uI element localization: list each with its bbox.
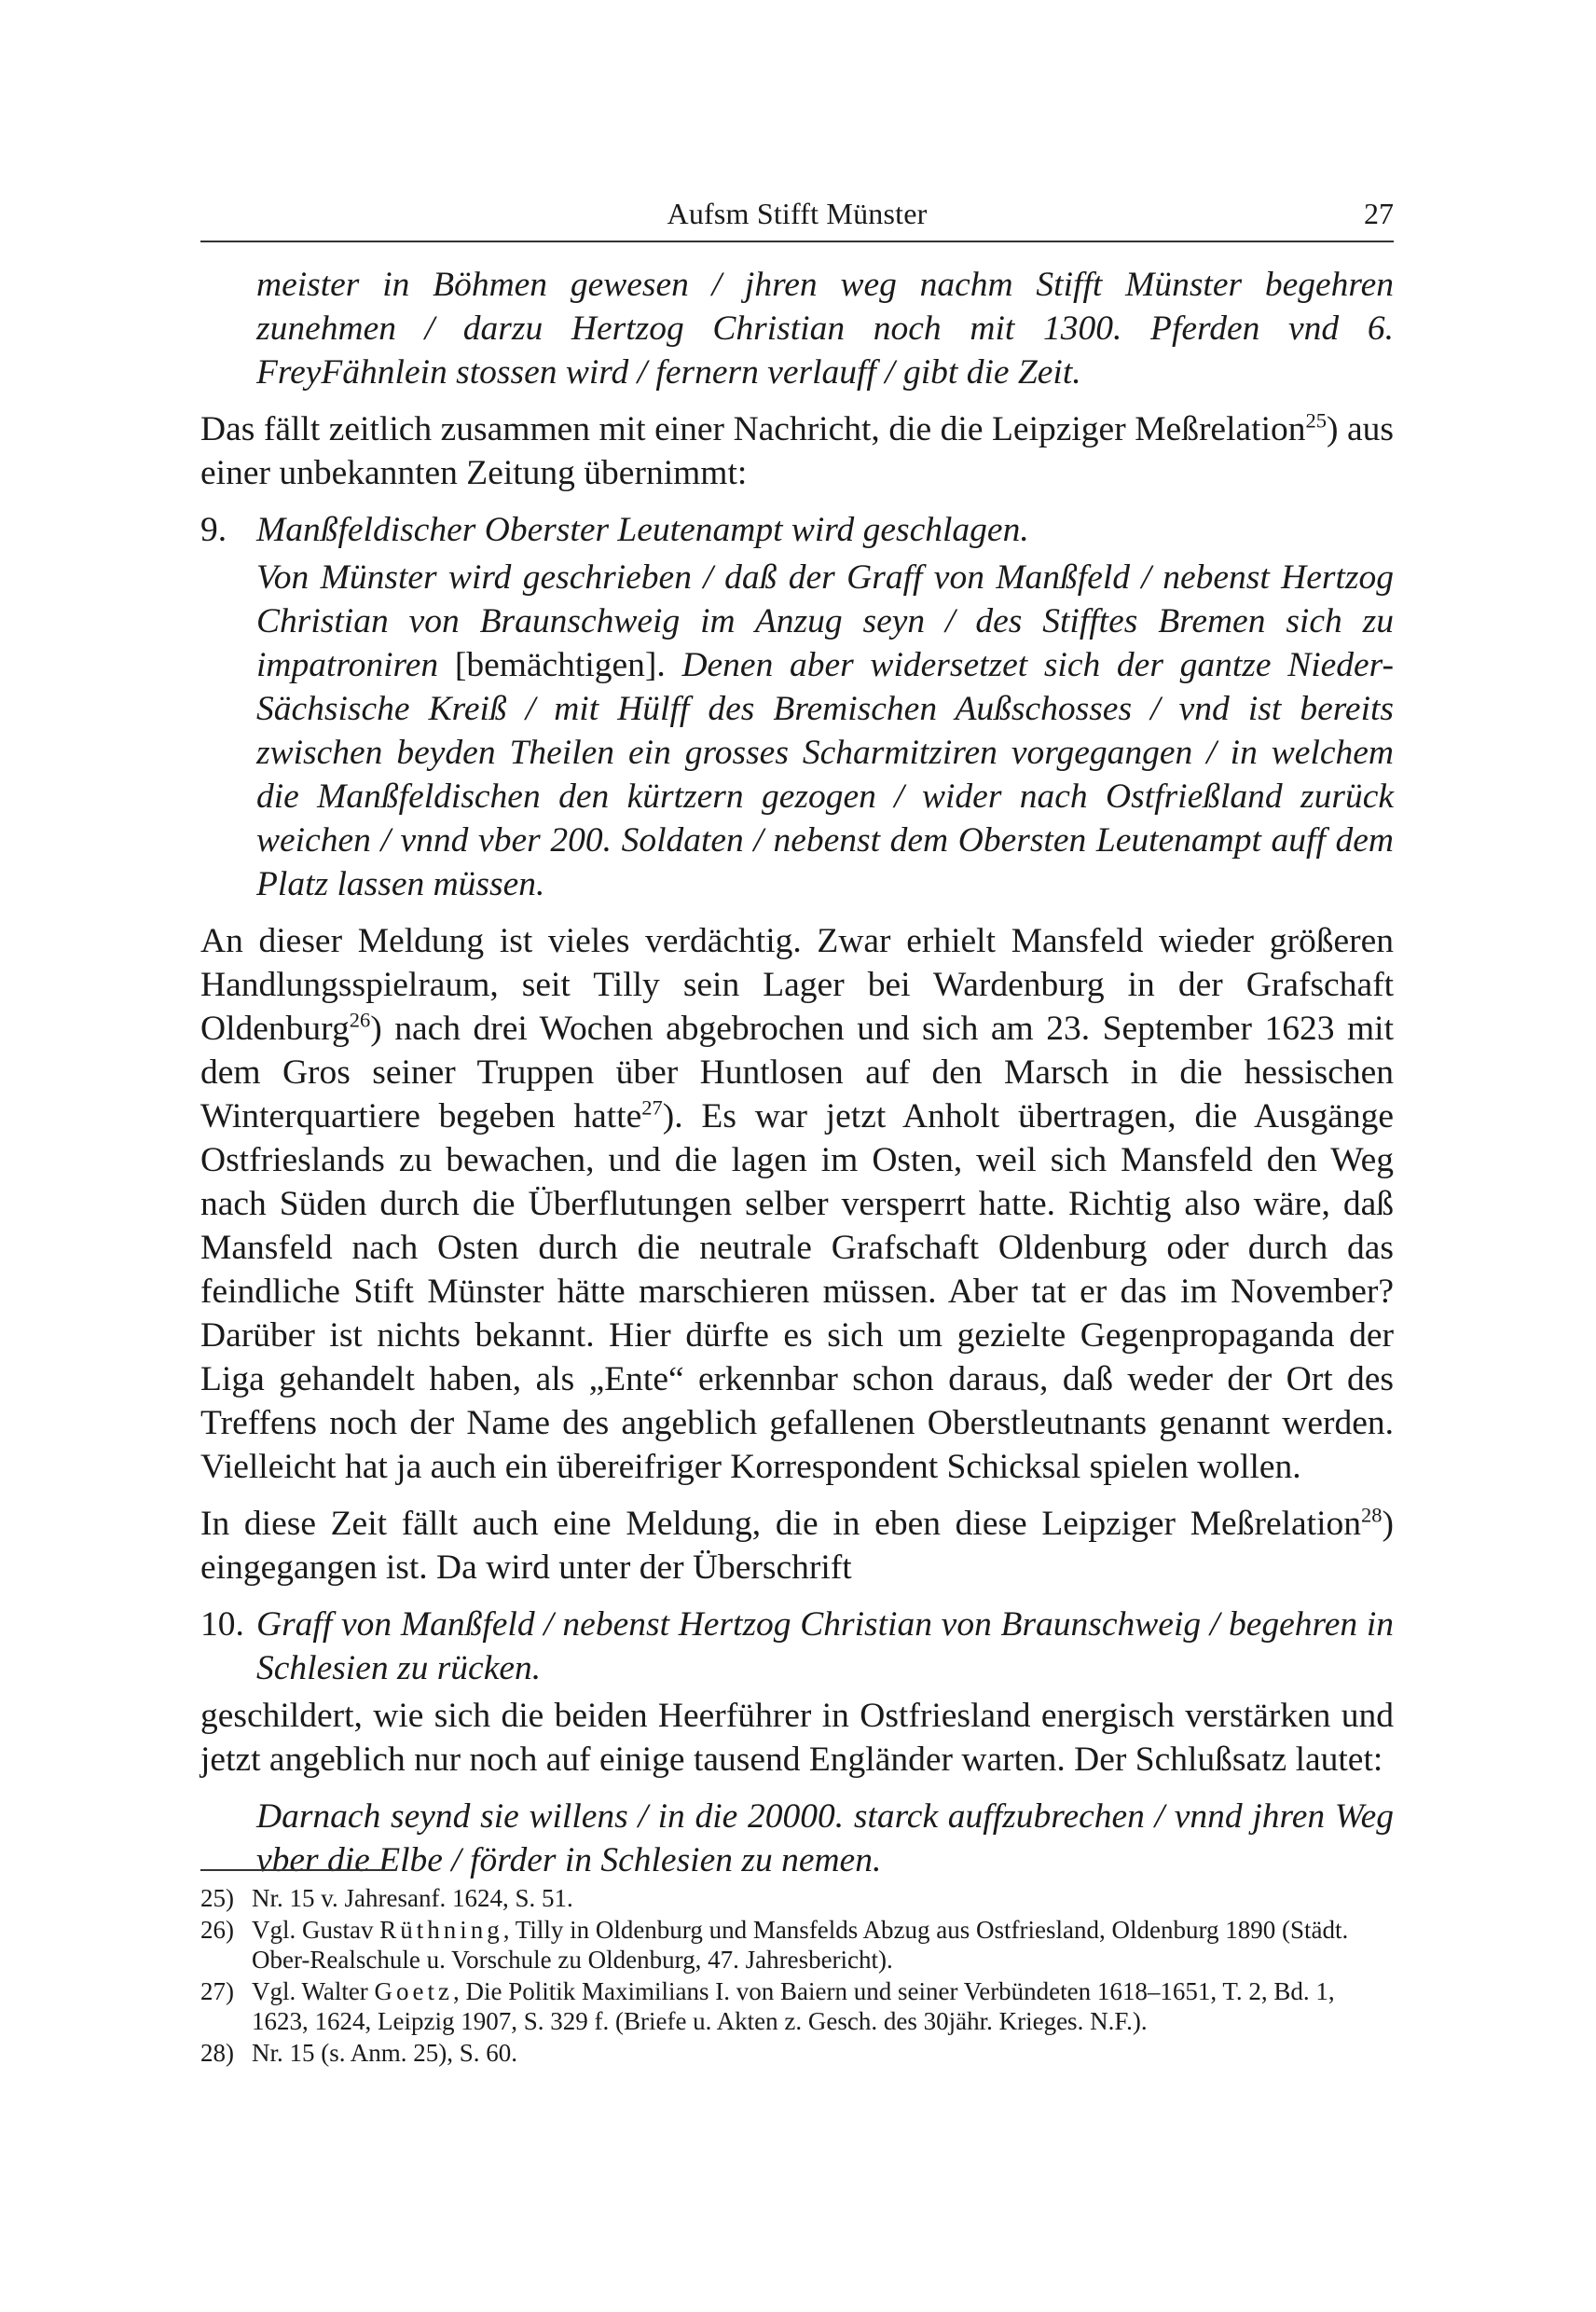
- editorial-bracket: [bemächtigen].: [454, 646, 666, 684]
- footnotes: [200, 1883, 1394, 2070]
- item-title: Graff von Manßfeld / nebenst Hertzog Christian von Braunschweig / begehren in Schlesien zu rücken.: [256, 1605, 1394, 1687]
- footnote-ref: 26: [349, 1008, 371, 1032]
- paragraph-text: ) eingegangen ist. Da wird unter der Überschrift: [200, 1505, 1394, 1587]
- author-name: Rüthning: [379, 1916, 503, 1944]
- footnote-text: Nr. 15 (s. Anm. 25), S. 60.: [252, 2039, 518, 2067]
- paragraph: [200, 919, 1394, 1489]
- quote-text: Denen aber widersetzet sich der gantze Nieder-Sächsische Kreiß / mit Hülff des Bremischen Außschosses / vnd ist bereits zwischen beyden Theilen ein grosses Scharmitziren vorgegangen / in welchem die Manßfeldischen den kürtzern gezogen / wider nach Ostfrießland zurück weichen / vnnd vber 200. Soldaten / nebenst dem Obersten Leutenampt auff dem Platz lassen müssen.: [256, 646, 1394, 903]
- footnote-mark: 27): [200, 1977, 234, 2005]
- footnote-text: Vgl. Gustav: [252, 1916, 380, 1944]
- page-number: 27: [1364, 197, 1394, 230]
- footnote: [200, 1915, 1394, 1975]
- footnote-text: , Tilly in Oldenburg und Mansfelds Abzug aus Ostfriesland, Oldenburg 1890 (Städt. Ober-Realschule u. Vorschule zu Oldenburg, 47. Jahresbericht).: [252, 1916, 1349, 1974]
- footnote-mark: 28): [200, 2039, 234, 2067]
- quote-continuation: meister in Böhmen gewesen / jhren weg nachm Stifft Münster begehren zunehmen / darzu Hertzog Christian noch mit 1300. Pferden vnd 6. FreyFähnlein stossen wird / fernern verlauff / gibt die Zeit.: [256, 266, 1394, 392]
- footnote-ref: 25: [1305, 408, 1327, 433]
- footnote-rule: [200, 1869, 396, 1871]
- item-number: 9.: [200, 511, 227, 549]
- footnote: [200, 2038, 1394, 2068]
- running-head: [200, 191, 1394, 236]
- footnote-mark: 25): [200, 1884, 234, 1912]
- header-rule: [200, 241, 1394, 242]
- quote-text: Von Münster wird geschrieben / daß der Graff von Manßfeld / nebenst Hertzog Christian von Braunschweig im Anzug seyn / des Stifftes Bremen sich zu impatroniren: [256, 558, 1394, 684]
- paragraph: geschildert, wie sich die beiden Heerführer in Ostfriesland energisch verstärken und jetzt angeblich nur noch auf einige tausend Engländer warten. Der Schlußsatz lautet:: [200, 1697, 1394, 1779]
- running-title: Aufsm Stifft Münster: [667, 197, 928, 230]
- paragraph-text: ) nach drei Wochen abgebrochen und sich am 23. September 1623 mit dem Gros seiner Truppen über Huntlosen auf den Marsch in die hessischen Winterquartiere begeben hatte: [200, 1010, 1394, 1135]
- footnote: [200, 1883, 1394, 1913]
- paragraph-text: An dieser Meldung ist vieles verdächtig. Zwar erhielt Mansfeld wieder größeren Handlungsspielraum, seit Tilly sein Lager bei Wardenburg in der Grafschaft Oldenburg: [200, 922, 1394, 1048]
- item-number: 10.: [200, 1605, 244, 1644]
- author-name: Goetz: [374, 1977, 454, 2005]
- footnote-text: Nr. 15 v. Jahresanf. 1624, S. 51.: [252, 1884, 573, 1912]
- footnote-text: Vgl. Walter: [252, 1977, 375, 2005]
- numbered-heading: [200, 508, 1394, 552]
- numbered-heading: [200, 1603, 1394, 1690]
- footnote-ref: 27: [641, 1095, 663, 1120]
- footnote-mark: 26): [200, 1916, 234, 1944]
- quoted-report: [200, 556, 1394, 906]
- item-title: Manßfeldischer Oberster Leutenampt wird geschlagen.: [256, 511, 1029, 549]
- paragraph-text: ) aus einer unbekannten Zeitung übernimmt:: [200, 410, 1394, 492]
- main-text: [200, 263, 1394, 1895]
- block-quote: Darnach seynd sie willens / in die 20000. starck auffzubrechen / vnnd jhren Weg vber die Elbe / förder in Schlesien zu nemen.: [256, 1797, 1394, 1879]
- paragraph: [200, 407, 1394, 495]
- paragraph: [200, 1502, 1394, 1590]
- paragraph-text: In diese Zeit fällt auch eine Meldung, die in eben diese Leipziger Meßrelation: [200, 1505, 1361, 1543]
- paragraph-text: Das fällt zeitlich zusammen mit einer Nachricht, die die Leipziger Meßrelation: [200, 410, 1306, 448]
- paragraph-text: ). Es war jetzt Anholt übertragen, die Ausgänge Ostfrieslands zu bewachen, und die lagen im Osten, weil sich Mansfeld den Weg nach Süden durch die Überflutungen selber versperrt hatte. Richtig also wäre, daß Mansfeld nach Osten durch die neutrale Grafschaft Oldenburg oder durch das feindliche Stift Münster hätte marschieren müssen. Aber tat er das im November? Darüber ist nichts bekannt. Hier dürfte es sich um gezielte Gegenpropaganda der Liga gehandelt haben, als „Ente“ erkennbar schon daraus, daß weder der Ort des Treffens noch der Name des angeblich gefallenen Oberstleutnants genannt werden. Vielleicht hat ja auch ein übereifriger Korrespondent Schicksal spielen wollen.: [200, 1097, 1394, 1486]
- footnote: [200, 1976, 1394, 2036]
- footnote-text: , Die Politik Maximilians I. von Baiern und seiner Verbündeten 1618–1651, T. 2, Bd. 1, 1623, 1624, Leipzig 1907, S. 329 f. (Briefe u. Akten z. Gesch. des 30jähr. Krieges. N.F.).: [252, 1977, 1335, 2035]
- footnote-ref: 28: [1361, 1503, 1383, 1527]
